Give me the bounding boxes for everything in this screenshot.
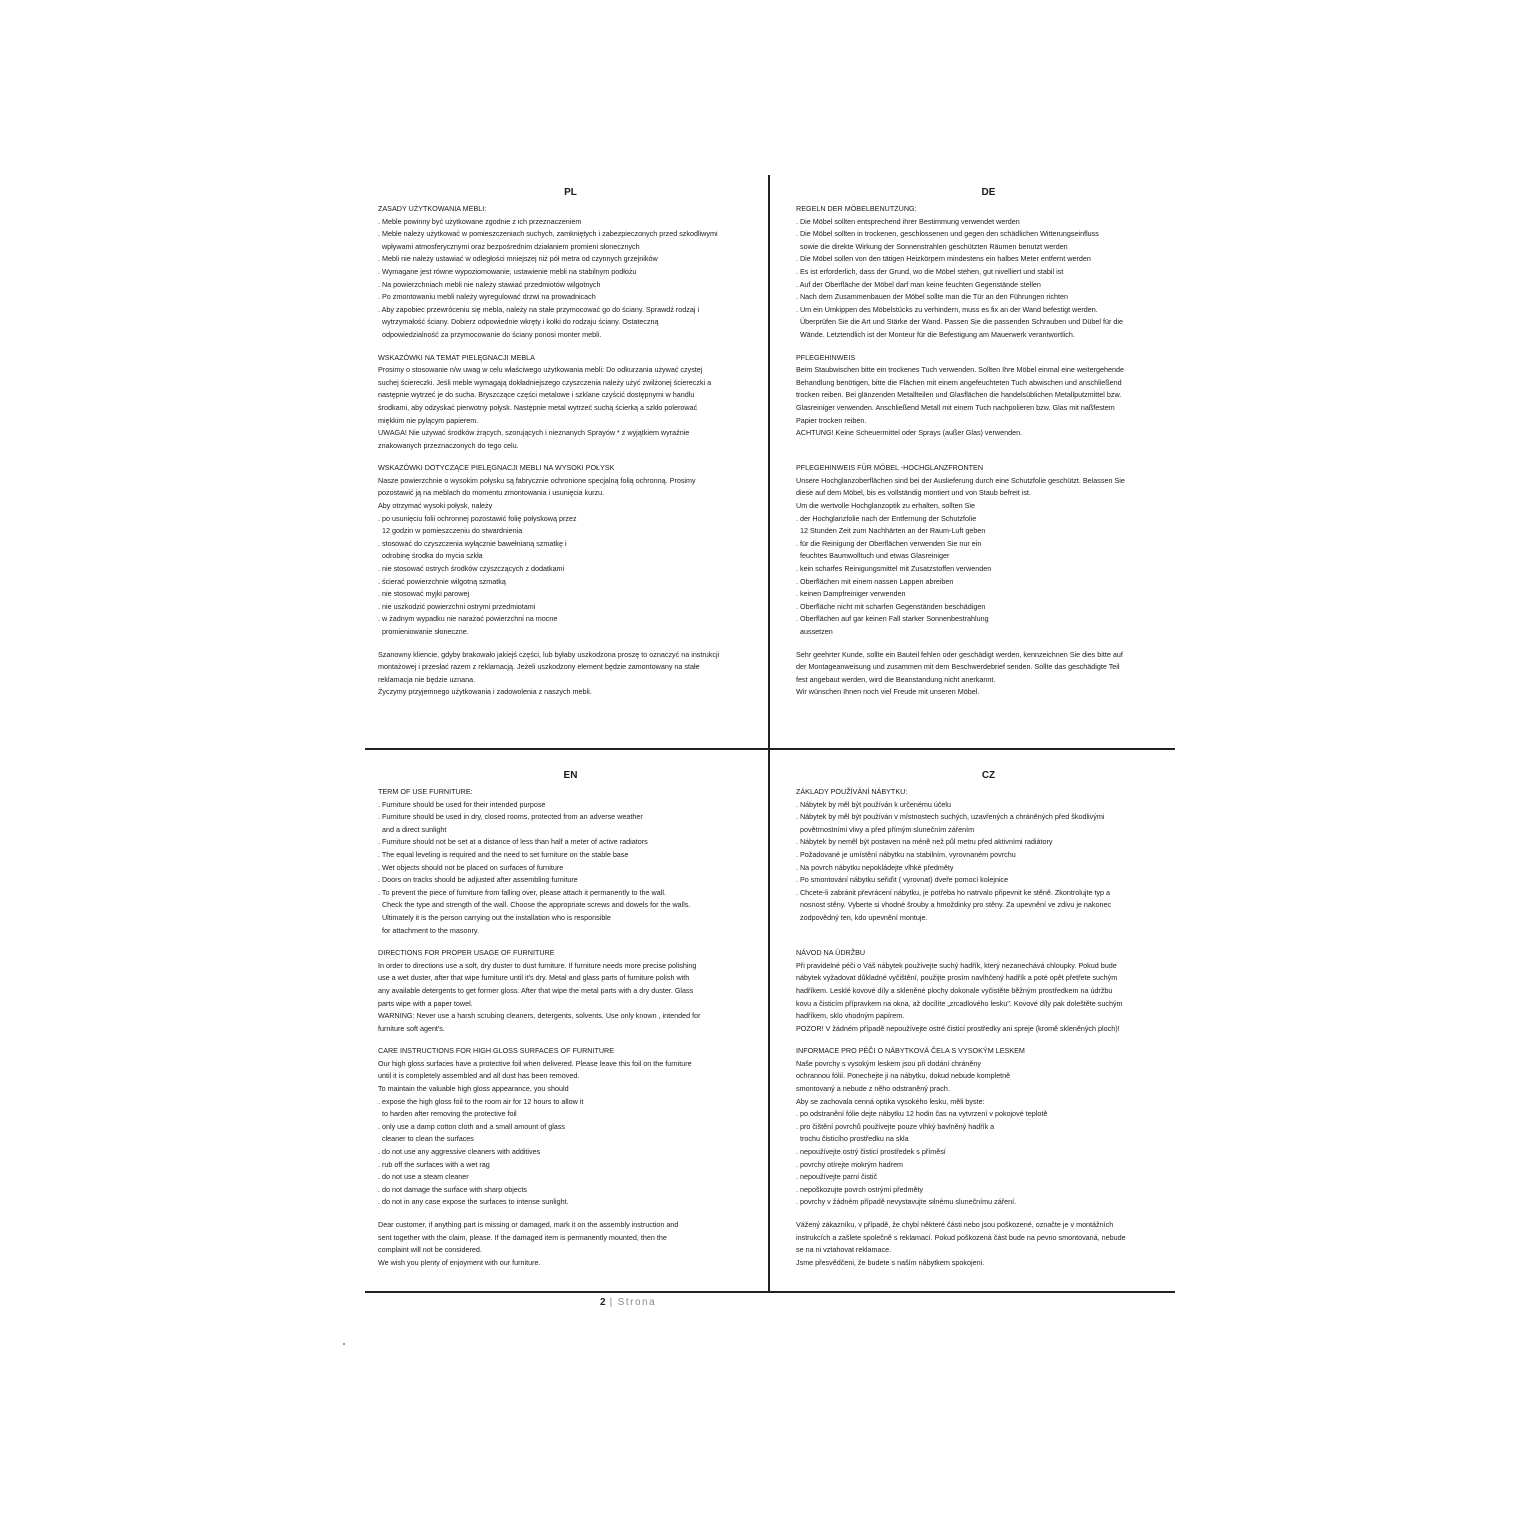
text-line: . nepoužívejte parní čistič [796,1172,878,1182]
text-section [796,352,1181,440]
stray-mark [343,1343,345,1345]
text-line: odpowiedzialność za przymocowanie do ściany ponosi monter mebli. [378,329,602,339]
text-line: Naše povrchy s vysokým leskem jsou při dodání chráněny [796,1058,981,1068]
text-line: promieniowanie słoneczne. [378,627,469,636]
text-line: . do not in any case expose the surfaces to intense sunlight. [378,1197,569,1207]
text-line: Ultimately it is the person carrying out the installation who is responsible [378,912,611,922]
text-line: reklamacja nie będzie uznana. [378,674,476,684]
text-section [378,352,763,453]
text-line: In order to directions use a soft, dry duster to dust furniture. If furniture needs more precise polishing [378,960,697,970]
text-line: Sehr geehrter Kunde, sollte ein Bauteil fehlen oder geschädigt werden, kennzeichnen Sie dies bitte auf [796,649,1123,659]
text-line: . nie stosować myjki parowej [378,589,470,599]
text-line: Beim Staubwischen bitte ein trockenes Tuch verwenden. Sollten Ihre Möbel einmal eine weitergehende [796,365,1125,375]
text-line: Papier trocken reiben. [796,415,867,425]
horizontal-divider [365,748,1175,750]
text-line: . Furniture should be used in dry, closed rooms, protected from an adverse weather [378,812,643,822]
page-footer [600,1297,656,1308]
text-line: . Požadované je umístění nábytku na stabilním, vyrovnaném povrchu [796,849,1016,859]
text-line: montażowej i przesłać razem z reklamacją. Jeżeli uszkodzony element będzie zamontowany na stałe [378,662,700,672]
text-line: Vážený zákazníku, v případě, že chybí některé části nebo jsou poškozené, označte je v montážních [796,1220,1114,1229]
text-line: Überprüfen Sie die Art und Stärke der Wand. Passen Sie die passenden Schrauben und Dübel für die [796,317,1123,327]
text-line: . Aby zapobiec przewróceniu się mebla, należy na stałe przymocować go do ściany. Sprawdź rodzaj i [378,304,700,314]
text-line: nábytek vyžadovat důkladné vyčištění, použijte prosím navlhčený hadřík a poté opět přetřete suchým [796,973,1118,983]
text-section [796,935,1181,1036]
text-line: . Doors on tracks should be adjusted after assembling furniture [378,875,578,885]
text-line: . do not use a steam cleaner [378,1172,469,1182]
text-line: complaint will not be considered. [378,1245,482,1255]
text-line: . do not use any aggressive cleaners with additives [378,1147,541,1157]
text-line: . expose the high gloss foil to the room air for 12 hours to allow it [378,1096,584,1106]
text-line: diese auf dem Möbel, bis es vollständig montiert und von Staub befreit ist. [796,488,1031,498]
text-line: . Es ist erforderlich, dass der Grund, wo die Möbel stehen, gut nivelliert und stabil ist [796,266,1064,276]
text-line: Aby otrzymać wysoki połysk, należy [378,501,493,511]
text-line: . Wymagane jest równe wypoziomowanie, ustawienie mebli na stabilnym podłożu [378,266,637,276]
quadrant-body [796,786,1181,1269]
language-heading-pl: PL [564,187,577,198]
text-line: . Mebli nie należy ustawiać w odległości mniejszej niż pół metra od czynnych grzejników [378,254,658,264]
quadrant-de [796,185,1181,709]
text-section [378,462,763,638]
text-line: . pro čištění povrchů používejte pouze vlhký bavlněný hadřík a [796,1121,995,1131]
text-line: sowie die direkte Wirkung der Sonnenstrahlen geschützten Räumen benutzt werden [796,241,1068,251]
text-line: INFORMACE PRO PÉČI O NÁBYTKOVÁ ČELA S VYSOKÝM LESKEM [796,1046,1025,1056]
text-line: . nie stosować ostrych środków czyszczących z dodatkami [378,564,565,574]
text-line [796,450,1181,463]
text-line: povětrnostními vlivy a před přímým slunečním zářením [796,824,975,834]
text-line: parts wipe with a paper towel. [378,998,473,1008]
text-line: WARNING: Never use a harsh scrubing cleaners, detergents, solvents. Use only known , intended for [378,1011,701,1021]
text-section [378,1219,763,1269]
text-line: ZÁKLADY POUŽÍVÁNÍ NÁBYTKU: [796,787,908,796]
text-line: suchej ściereczki. Jeśli meble wymagają dokładniejszego czyszczenia należy użyć zwilżonej ściereczki a [378,377,712,387]
text-line: . keinen Dampfreiniger verwenden [796,589,906,599]
text-line: . povrchy v žádném případě nevystavujte silnému slunečnímu záření. [796,1197,1017,1207]
text-line: Wir wünschen Ihnen noch viel Freude mit unseren Möbel. [796,687,980,697]
instruction-sheet [365,175,1175,1293]
text-section [796,1045,1181,1209]
quadrant-body [796,203,1181,699]
text-line: for attachment to the masonry. [378,925,479,935]
text-line: 12 Stunden Zeit zum Nachhärten an der Raum-Luft geben [796,526,986,536]
text-line: aussetzen [796,627,833,636]
text-line: wytrzymałość ściany. Dobierz odpowiednie wkręty i kołki do rodzaju ściany. Ostateczną [378,317,659,327]
text-line: fest angebaut werden, wird die Beanstandung nicht anerkannt. [796,674,996,684]
text-line: . Nach dem Zusammenbauen der Möbel sollte man die Tür an den Führungen richten [796,292,1068,302]
text-line: Wände. Letztendlich ist der Monteur für die Befestigung am Mauerwerk verantwortlich. [796,329,1075,339]
text-line: . Meble należy użytkować w pomieszczeniach suchych, zamkniętych i zabezpieczonych przed szkodliwymi [378,229,718,239]
text-line: . für die Reinigung der Oberflächen verwenden Sie nur ein [796,538,982,548]
text-line: Check the type and strength of the wall. Choose the appropriate screws and dowels for the walls. [378,900,691,910]
text-line: cleaner to clean the surfaces [378,1134,474,1144]
text-line: Nasze powierzchnie o wysokim połysku są fabrycznie ochronione specjalną folią ochronną. Prosimy [378,475,696,485]
text-line: . po odstranění fólie dejte nábytku 12 hodin čas na vytvrzení v pokojové teplotě [796,1109,1048,1119]
text-line: . kein scharfes Reinigungsmittel mit Zusatzstoffen verwenden [796,564,992,574]
text-line: . Chcete-li zabránit převrácení nábytku, je potřeba ho natrvalo připevnit ke stěně. Zkontrolujte typ a [796,887,1111,897]
text-line: . rub off the surfaces with a wet rag [378,1159,490,1169]
page-label: Strona [617,1297,657,1308]
text-line: instrukcích a zašlete společně s reklamací. Pokud poškozená část bude na pevno smontovaná, nebude [796,1232,1126,1242]
text-line: . only use a damp cotton cloth and a small amount of glass [378,1121,565,1131]
text-section [796,1219,1181,1269]
text-line: . der Hochglanzfolie nach der Entfernung der Schutzfolie [796,513,977,523]
text-line: ZASADY UŻYTKOWANIA MEBLI: [378,204,487,213]
text-line: furniture soft agent's. [378,1023,445,1033]
text-line: REGELN DER MÖBELBENUTZUNG: [796,204,917,213]
text-line: . Nábytek by měl být používán k určenému účelu [796,799,952,809]
quadrant-body [378,786,763,1269]
text-line: . Na powierzchniach mebli nie należy stawiać przedmiotów wilgotnych [378,279,601,289]
text-line: ACHTUNG! Keine Scheuermittel oder Sprays (außer Glas) verwenden. [796,428,1023,438]
quadrant-en [378,768,763,1279]
text-line: Unsere Hochglanzoberflächen sind bei der Auslieferung durch eine Schutzfolie geschützt. Belassen Sie [796,475,1125,485]
text-section [378,947,763,1035]
text-line: 12 godzin w pomieszczeniu do stwardnienia [378,526,523,536]
text-line: ochrannou fólií. Ponechejte ji na nábytku, dokud nebude kompletně [796,1071,1011,1081]
text-line: PFLEGEHINWEIS [796,352,856,362]
quadrant-cz [796,768,1181,1279]
text-line: CARE INSTRUCTIONS FOR HIGH GLOSS SURFACES OF FURNITURE [378,1046,615,1056]
text-line: WSKAZÓWKI DOTYCZĄCE PIELĘGNACJI MEBLI NA WYSOKI POŁYSK [378,463,615,473]
footer-separator: | [609,1297,614,1308]
text-section [796,786,1181,925]
text-line: POZOR! V žádném případě nepoužívejte ostré čisticí prostředky ani spreje (kromě skleněných ploch)! [796,1023,1120,1033]
text-line: . Die Möbel sollten in trockenen, geschlossenen und gegen den schädlichen Witterungseinfluss [796,229,1099,239]
text-line: use a wet duster, after that wipe furniture until it's dry. Metal and glass parts of furniture polish with [378,973,690,983]
text-line: and a direct sunlight [378,824,447,834]
text-line: zodpovědný ten, kdo upevnění montuje. [796,912,928,922]
text-line: . Po smontování nábytku seřiďit ( vyrovnat) dveře pomocí kolejnice [796,875,1009,885]
text-section [378,649,763,699]
text-line: UWAGA! Nie używać środków żrących, szorujących i nieznanych Sprayów * z wyjątkiem wyraźnie [378,428,690,438]
text-line: trocken reiben. Bei glänzenden Metallteilen und Glasflächen die handelsüblichen Metallputzmittel bzw. [796,390,1122,400]
text-line: . stosować do czyszczenia wyłącznie bawełnianą szmatkę i [378,538,567,548]
page-number: 2 [600,1297,606,1308]
text-line: se na ni vztahovat reklamace. [796,1245,892,1255]
text-line: Prosimy o stosowanie n/w uwag w celu właściwego użytkowania mebli: Do odkurzania używać czystej [378,365,703,375]
text-line: . nepoužívejte ostrý čisticí prostředek s příměsí [796,1147,946,1157]
text-line: . Die Möbel sollten entsprechend ihrer Bestimmung verwendet werden [796,216,1020,226]
text-line: . To prevent the piece of furniture from falling over, please attach it permanently to the wall. [378,887,666,897]
text-line: to harden after removing the protective foil [378,1109,517,1119]
text-line: . Nábytek by měl být používán v místnostech suchých, uzavřených a chráněných před škodlivými [796,812,1105,822]
text-line: . nie uszkodzić powierzchni ostrymi przedmiotami [378,601,536,611]
text-line: kovu a čisticím přípravkem na okna, až docílíte „zrcadlového lesku". Kovové díly pak doleštěte suchým [796,998,1123,1008]
bottom-rule [365,1291,1175,1293]
text-line: Behandlung benötigen, bitte die Flächen mit einem angefeuchteten Tuch abwischen und anschließend [796,377,1122,387]
text-line: any available detergents to get former gloss. After that wipe the metal parts with a dry duster. Glass [378,985,694,995]
quadrant-body [378,203,763,699]
text-line: hadříkem. Lesklé kovové díly a skleněné plochy dokonale vyčistěte běžným prostředkem na údržbu [796,985,1113,995]
text-line: PFLEGEHINWEIS FÜR MÖBEL -HOCHGLANZFRONTEN [796,463,984,473]
text-line: . do not damage the surface with sharp objects [378,1184,528,1194]
text-line: . The equal leveling is required and the need to set furniture on the stable base [378,849,629,859]
text-line: . Na povrch nábytku nepokládejte vlhké předměty [796,862,954,872]
text-line: . Um ein Umkippen des Möbelstücks zu verhindern, muss es fix an der Wand befestigt werden. [796,304,1098,314]
text-line: . povrchy otírejte mokrým hadrem [796,1159,904,1169]
text-line: until it is completely assembled and all dust has been removed. [378,1071,580,1081]
text-line: Our high gloss surfaces have a protective foil when delivered. Please leave this foil on the furniture [378,1058,692,1068]
text-section [378,203,763,342]
text-line: . Meble powinny być użytkowane zgodnie z ich przeznaczeniem [378,216,582,226]
text-line: trochu čisticího prostředku na skla [796,1134,909,1144]
text-line: środkami, aby odzyskać pierwotny połysk. Następnie metal wytrzeć suchą ścierką a szkło polerować [378,402,698,412]
text-line: DIRECTIONS FOR PROPER USAGE OF FURNITURE [378,948,555,958]
text-line: . Oberflächen auf gar keinen Fall starker Sonnenbestrahlung [796,614,989,624]
text-line: Um die wertvolle Hochglanzoptik zu erhalten, sollten Sie [796,501,975,511]
text-section [378,786,763,937]
text-line: . ścierać powierzchnie wilgotną szmatką [378,576,506,586]
text-line: . po usunięciu folii ochronnej pozostawić folię połyskową przez [378,513,577,523]
text-line: WSKAZÓWKI NA TEMAT PIELĘGNACJI MEBLA [378,352,535,362]
text-line: feuchtes Baumwolltuch und etwas Glasreiniger [796,551,950,561]
text-line: . Oberfläche nicht mit scharfen Gegenständen beschädigen [796,601,986,611]
quadrant-pl [378,185,763,709]
text-line: . Oberflächen mit einem nassen Lappen abreiben [796,576,954,586]
text-line: sent together with the claim, please. If the damaged item is permanently mounted, then the [378,1232,667,1242]
text-line [796,935,1181,948]
text-line: miękkim nie pylącym papierem. [378,415,479,425]
text-line: Dear customer, if anything part is missing or damaged, mark it on the assembly instruction and [378,1220,679,1229]
text-line: smontovaný a nebude z něho odstraněný prach. [796,1084,950,1094]
text-line: Glasreiniger verwenden. Anschließend Metall mit einem Tuch nachpolieren bzw. Glas mit naßfestem [796,402,1115,412]
text-line: . nepoškozujte povrch ostrými předměty [796,1184,924,1194]
language-heading-de: DE [981,187,996,198]
text-line: nosnost stěny. Vyberte si vhodné šrouby a hmoždinky pro stěny. Za upevnění ve zdivu je nakonec [796,900,1112,910]
text-line: . Die Möbel sollen von den tätigen Heizkörpern mindestens ein halbes Meter entfernt werden [796,254,1091,264]
text-line: . Auf der Oberfläche der Möbel darf man keine feuchten Gegenstände stellen [796,279,1041,289]
text-line: . Nábytek by neměl být postaven na méně než půl metru před aktivními radiátory [796,837,1053,847]
text-line: . Furniture should be used for their intended purpose [378,799,546,809]
text-line: Jsme přesvědčeni, že budete s naším nábytkem spokojeni. [796,1257,985,1267]
text-section [796,203,1181,342]
text-line: We wish you plenty of enjoyment with our furniture. [378,1257,541,1267]
text-line: . Wet objects should not be placed on surfaces of furniture [378,862,564,872]
text-line: Szanowny kliencie, gdyby brakowało jakiejś części, lub byłaby uszkodzona proszę to oznaczyć na instrukcji [378,649,720,659]
text-line: To maintain the valuable high gloss appearance, you should [378,1084,569,1094]
text-line: hadříkem, sklo vhodným papírem. [796,1011,905,1021]
text-line: następnie wytrzeć je do sucha. Bryszczące części metalowe i szklane czyścić dostępnymi w handlu [378,390,695,400]
text-line: NÁVOD NA ÚDRŽBU [796,948,866,958]
language-heading-cz: CZ [981,770,996,781]
text-section [378,1045,763,1209]
text-line: . Po zmontowaniu mebli należy wyregulować drzwi na prowadnicach [378,292,596,302]
text-line: . w żadnym wypadku nie narażać powierzchni na mocne [378,614,558,624]
text-line: Aby se zachovala cenná optika vysokého lesku, měli byste: [796,1096,985,1106]
text-line: der Montageanweisung und zusammen mit dem Beschwerdebrief senden. Sollte das geschädigte Teil [796,662,1120,672]
text-line: odrobinę środka do mycia szkła [378,551,483,561]
text-line: Życzymy przyjemnego użytkowania i zadowolenia z naszych mebli. [378,687,592,697]
text-section [796,649,1181,699]
text-line: wpływami atmosferycznymi oraz bezpośrednim działaniem promieni słonecznych [378,241,640,251]
text-line: Při pravidelné péči o Váš nábytek používejte suchý hadřík, který nezanechává chloupky. Pokud bude [796,960,1117,970]
text-line: . Furniture should not be set at a distance of less than half a meter of active radiators [378,837,648,847]
language-heading-en: EN [563,770,578,781]
text-line: TERM OF USE FURNITURE: [378,787,473,796]
text-line: pozostawić ją na meblach do momentu zmontowania i usunięcia kurzu. [378,488,605,498]
text-line: znakowanych przeznaczonych do tego celu. [378,440,519,450]
text-section [796,450,1181,639]
vertical-divider [768,175,770,1293]
